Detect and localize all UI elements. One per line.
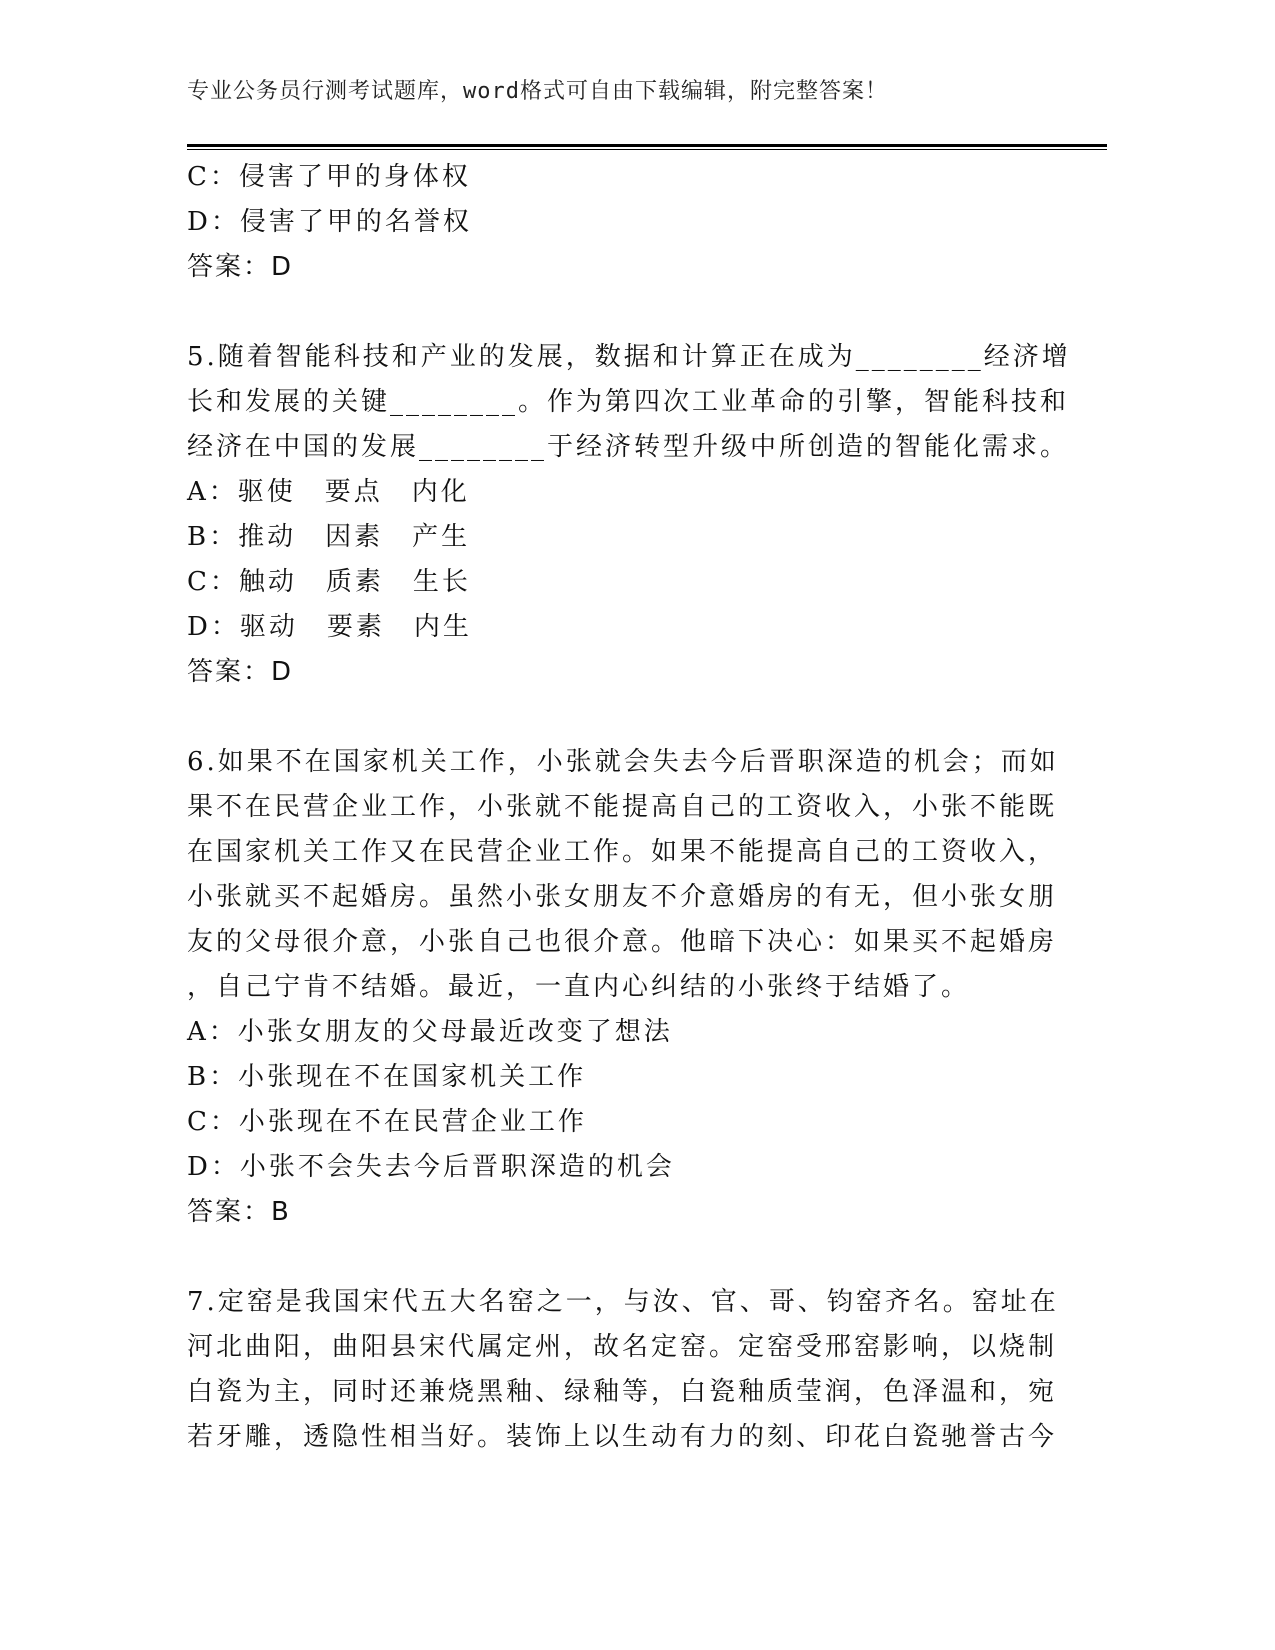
question-stem-line: ，自己宁肯不结婚。最近，一直内心纠结的小张终于结婚了。 (187, 972, 971, 1002)
option-d: D：小张不会失去今后晋职深造的机会 (187, 1152, 675, 1182)
option-c: C：触动 质素 生长 (187, 567, 471, 597)
answer: 答案：D (187, 657, 294, 687)
question-stem-line: 友的父母很介意，小张自己也很介意。他暗下决心：如果买不起婚房 (187, 927, 1058, 957)
question-stem-line: 经济在中国的发展________于经济转型升级中所创造的智能化需求。 (187, 432, 1070, 462)
content (187, 155, 1071, 1460)
option-c: C：侵害了甲的身体权 (187, 162, 471, 192)
question-stem-line: 5.随着智能科技和产业的发展，数据和计算正在成为________经济增 (187, 342, 1071, 372)
option-d: D：驱动 要素 内生 (187, 612, 472, 642)
question-7 (187, 1280, 1067, 1460)
option-a: A：小张女朋友的父母最近改变了想法 (187, 1017, 673, 1047)
prev-question (187, 155, 1067, 290)
question-5 (187, 335, 1071, 695)
question-stem-line: 在国家机关工作又在民营企业工作。如果不能提高自己的工资收入， (187, 837, 1058, 867)
option-b: B：推动 因素 产生 (187, 522, 471, 552)
question-stem-line: 河北曲阳，曲阳县宋代属定州，故名定窑。定窑受邢窑影响，以烧制 (187, 1332, 1058, 1362)
option-a: A：驱使 要点 内化 (187, 477, 470, 507)
page-header: 专业公务员行测考试题库，word格式可自由下载编辑，附完整答案！ (187, 79, 888, 104)
header-rule-thin (187, 149, 1107, 150)
question-stem-line: 小张就买不起婚房。虽然小张女朋友不介意婚房的有无，但小张女朋 (187, 882, 1058, 912)
question-stem-line: 6.如果不在国家机关工作，小张就会失去今后晋职深造的机会；而如 (187, 747, 1059, 777)
question-stem-line: 白瓷为主，同时还兼烧黑釉、绿釉等，白瓷釉质莹润，色泽温和，宛 (187, 1377, 1058, 1407)
option-b: B：小张现在不在国家机关工作 (187, 1062, 587, 1092)
question-stem-line: 果不在民营企业工作，小张就不能提高自己的工资收入，小张不能既 (187, 792, 1058, 822)
header-rule-thick (187, 144, 1107, 147)
answer: 答案：D (187, 252, 294, 282)
question-6 (187, 740, 1067, 1235)
question-stem-line: 7.定窑是我国宋代五大名窑之一，与汝、官、哥、钧窑齐名。窑址在 (187, 1287, 1059, 1317)
option-d: D：侵害了甲的名誉权 (187, 207, 472, 237)
question-stem-line: 长和发展的关键________。作为第四次工业革命的引擎，智能科技和 (187, 387, 1070, 417)
answer: 答案：B (187, 1197, 291, 1227)
question-stem-line: 若牙雕，透隐性相当好。装饰上以生动有力的刻、印花白瓷驰誉古今 (187, 1422, 1058, 1452)
option-c: C：小张现在不在民营企业工作 (187, 1107, 587, 1137)
